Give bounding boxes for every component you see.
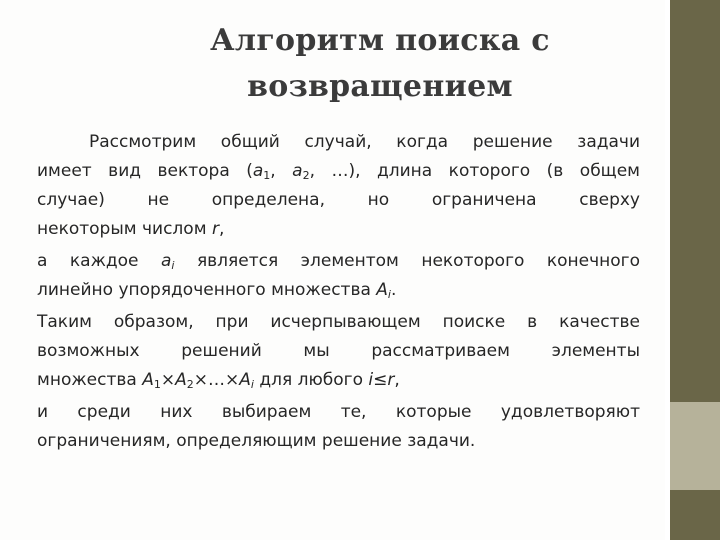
p1-line-2: имеет вид вектора ($a_1$, $a_2$, …), длина которого (в общем — [37, 161, 640, 182]
decorative-sidebar — [665, 0, 720, 540]
title-line-2: возвращением — [247, 69, 513, 104]
p3-line-1: Таким образом, при исчерпывающем поиске в качестве — [37, 312, 640, 332]
p2-line-2: линейно упорядоченного множества $A_i$. — [37, 280, 397, 301]
p3-line-2: возможных решений мы рассматриваем элементы — [37, 341, 640, 361]
p1-line-4: некоторым числом r, — [37, 219, 225, 239]
p3-line-3: множества $A_1\times A_2\times\dots\times A_i$ для любого i≤r, — [37, 370, 400, 391]
slide-title — [120, 18, 640, 110]
title-line-1: Алгоритм поиска с — [210, 23, 550, 58]
p1-line-3: случае) не определена, но ограничена сверху — [37, 190, 640, 210]
p2-line-1: а каждое $a_i$ является элементом некоторого конечного — [37, 251, 641, 272]
p1-line-1: Рассмотрим общий случай, когда решение задачи — [89, 132, 640, 152]
slide-body — [37, 128, 640, 456]
p4-line-1: и среди них выбираем те, которые удовлетворяют — [37, 402, 640, 422]
p4-line-2: ограничениям, определяющим решение задачи. — [37, 431, 476, 451]
sidebar-accent-block — [670, 402, 720, 490]
